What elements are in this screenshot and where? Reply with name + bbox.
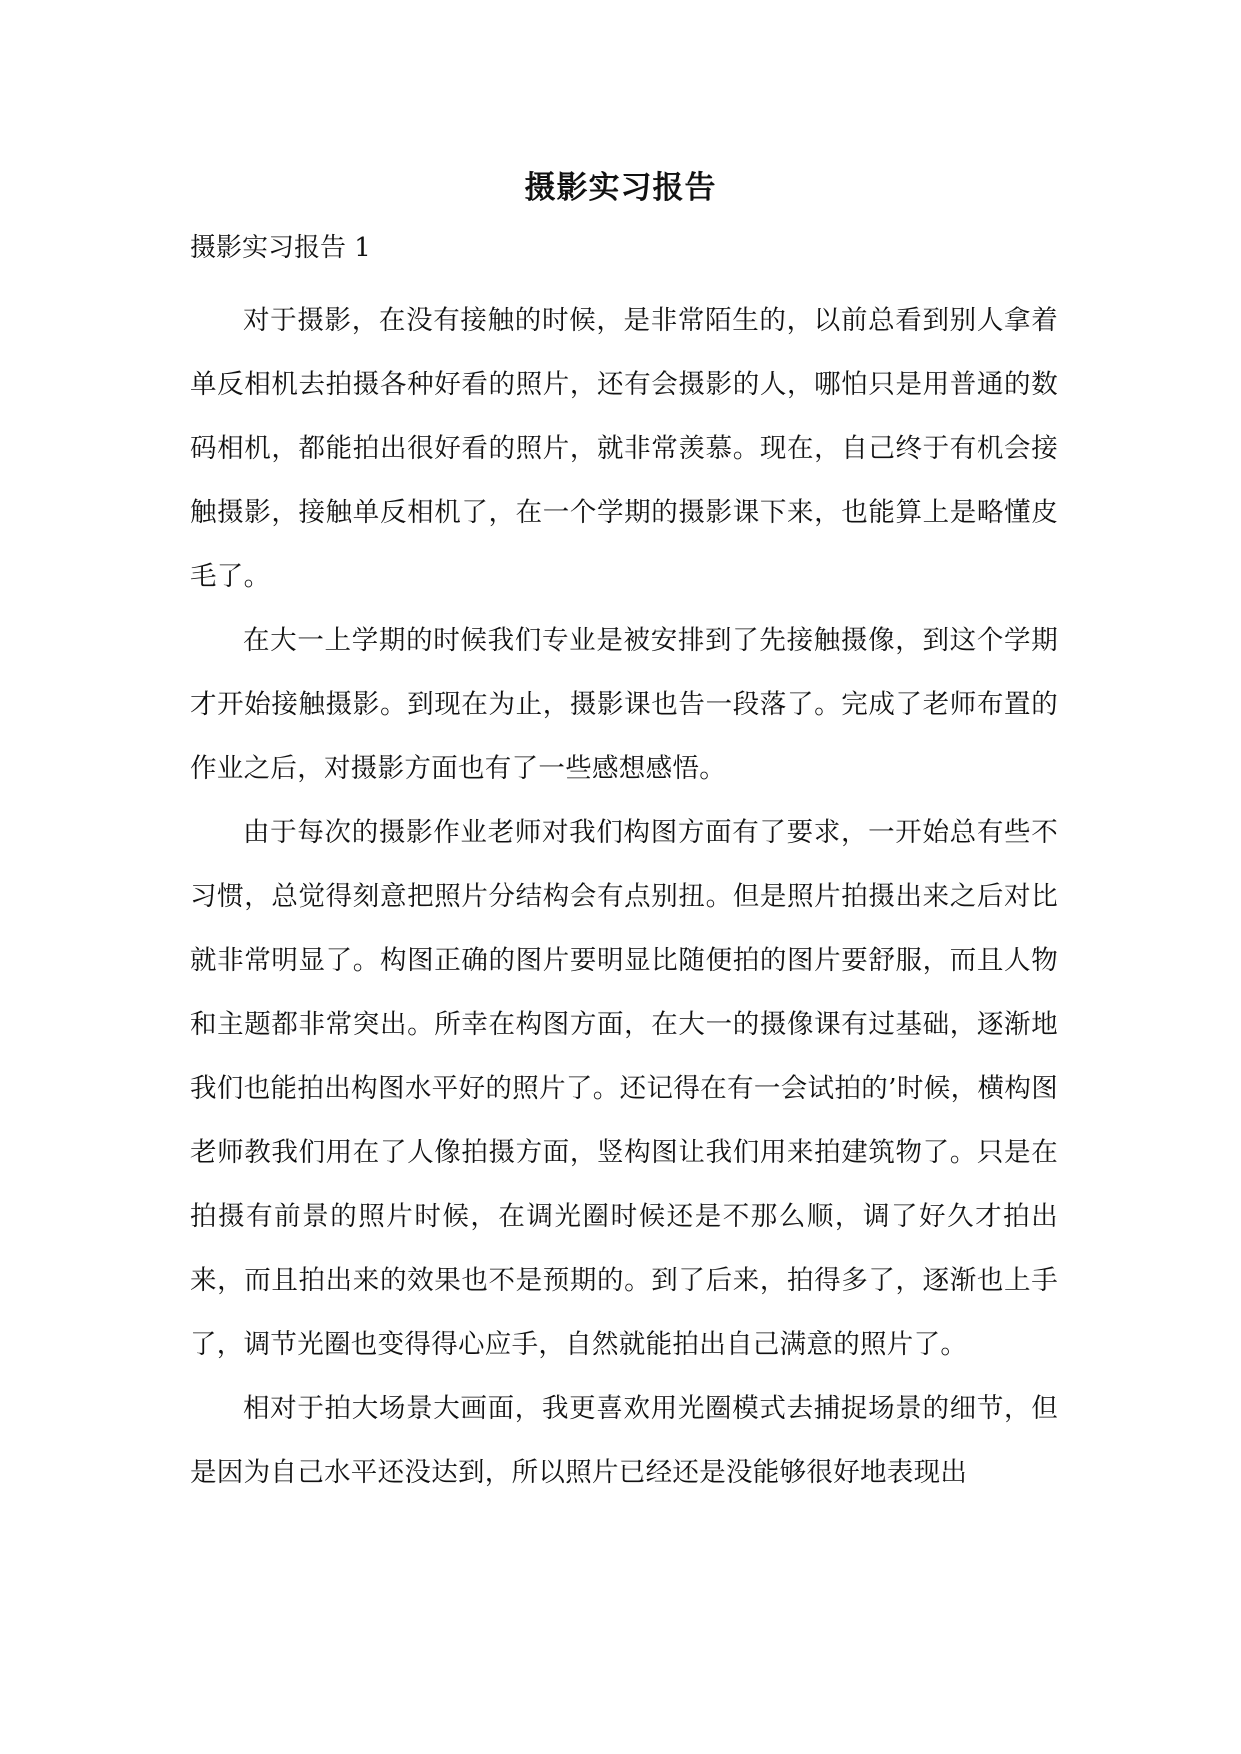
paragraph: 相对于拍大场景大画面，我更喜欢用光圈模式去捕捉场景的细节，但是因为自己水平还没达到，所以照片已经还是没能够很好地表现出 [190, 1393, 1058, 1488]
paragraph: 由于每次的摄影作业老师对我们构图方面有了要求，一开始总有些不习惯，总觉得刻意把照片分结构会有点别扭。但是照片拍摄出来之后对比就非常明显了。构图正确的图片要明显比随便拍的图片要舒服，而且人物和主题都非常突出。所幸在构图方面，在大一的摄像课有过基础，逐渐地我们也能拍出构图水平好的照片了。还记得在有一会试拍的’时候，横构图老师教我们用在了人像拍摄方面，竖构图让我们用来拍建筑物了。只是在拍摄有前景的照片时候，在调光圈时候还是不那么顺，调了好久才拍出来，而且拍出来的效果也不是预期的。到了后来，拍得多了，逐渐也上手了，调节光圈也变得得心应手，自然就能拍出自己满意的照片了。 [190, 817, 1058, 1360]
section-heading: 摄影实习报告 1 [190, 233, 371, 263]
paragraph: 对于摄影，在没有接触的时候，是非常陌生的，以前总看到别人拿着单反相机去拍摄各种好看的照片，还有会摄影的人，哪怕只是用普通的数码相机，都能拍出很好看的照片，就非常羡慕。现在，自己终于有机会接触摄影，接触单反相机了，在一个学期的摄影课下来，也能算上是略懂皮毛了。 [190, 305, 1058, 592]
document-body [190, 225, 1058, 1505]
document-title: 摄影实习报告 [524, 170, 717, 206]
paragraph: 在大一上学期的时候我们专业是被安排到了先接触摄像，到这个学期才开始接触摄影。到现在为止，摄影课也告一段落了。完成了老师布置的作业之后，对摄影方面也有了一些感想感悟。 [190, 625, 1058, 784]
